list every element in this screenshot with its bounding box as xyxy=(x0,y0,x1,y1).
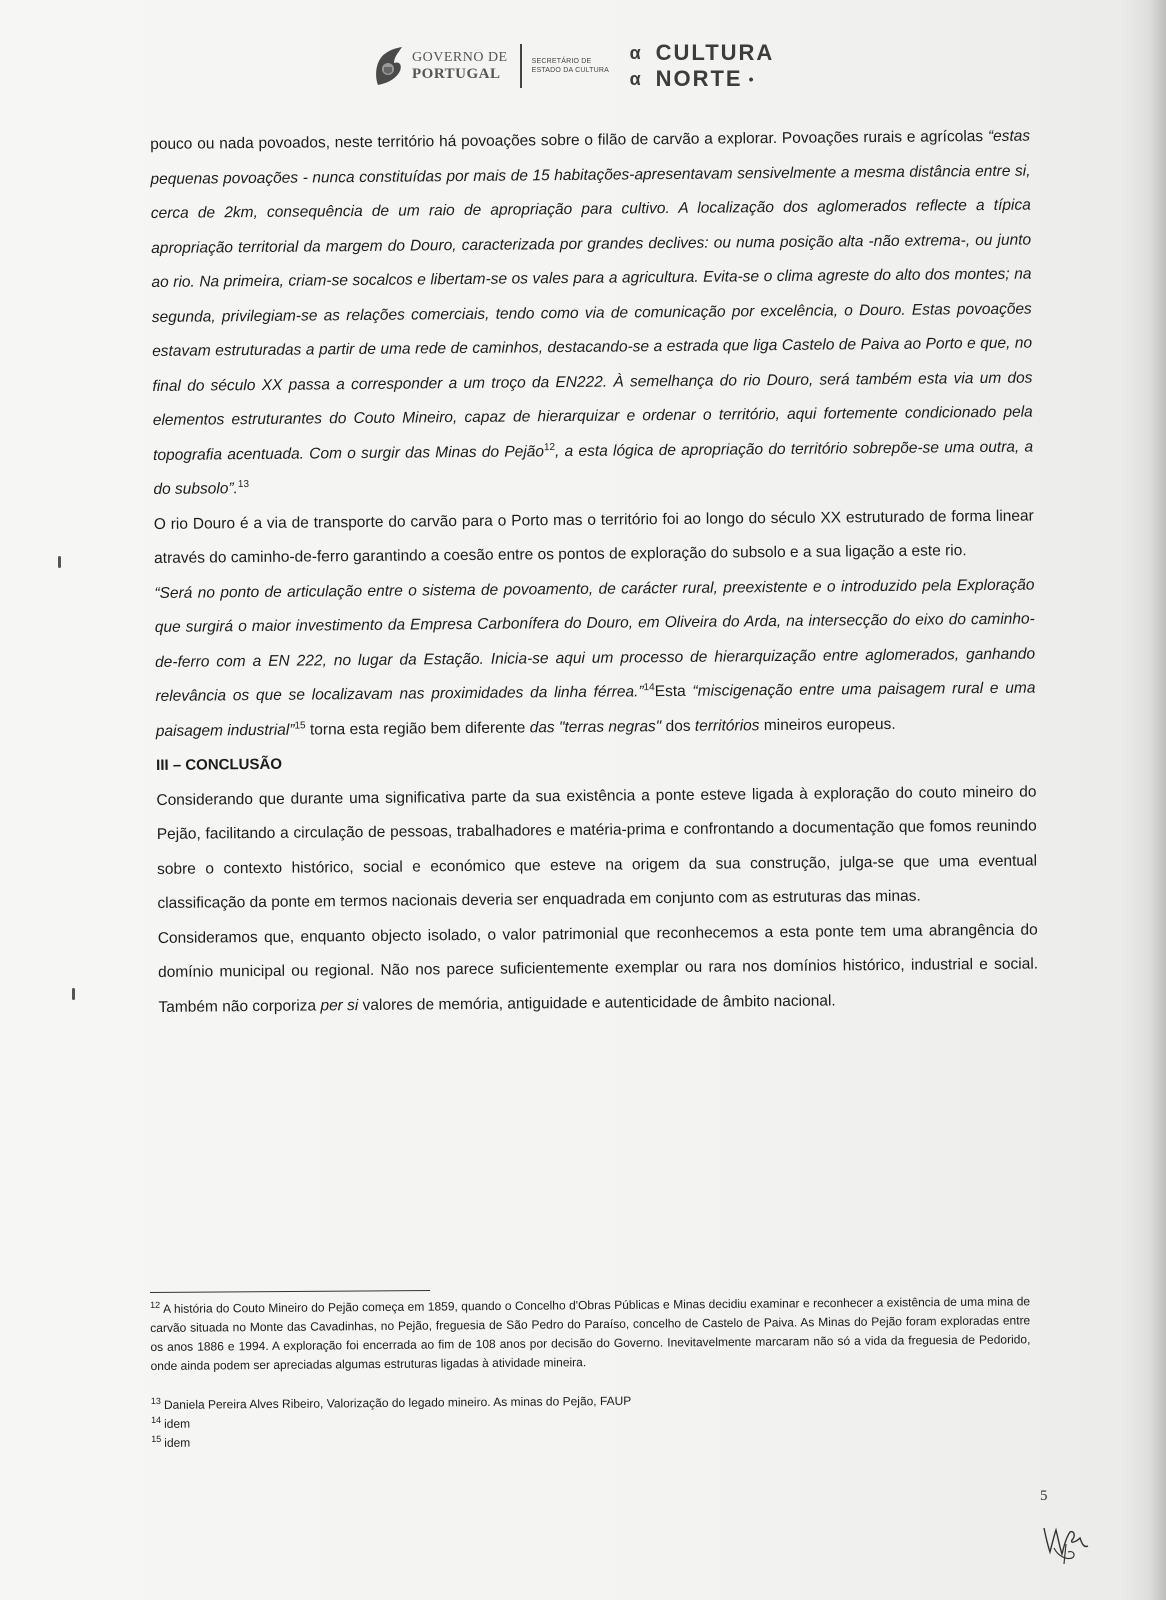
p3-territorios: territórios xyxy=(694,716,760,735)
p5-per-si: per si xyxy=(320,996,359,1014)
scan-edge-shadow xyxy=(1148,0,1166,1600)
footnote-text: idem xyxy=(164,1416,191,1431)
p1-text-a: pouco ou nada povoados, neste território há povoações sobre o filão de carvão a explorar. Povoações rurais e agrícolas xyxy=(150,127,988,153)
footnote-ref-15: 15 xyxy=(294,719,306,731)
footnote-separator xyxy=(150,1290,430,1293)
paragraph-5 xyxy=(158,913,1039,1025)
p5-text-c: valores de memória, antiguidade e autenticidade de âmbito nacional. xyxy=(358,991,836,1014)
footnote-12 xyxy=(150,1292,1031,1376)
p1-quote: “estas pequenas povoações - nunca constituídas por mais de 15 habitações-apresentavam sensivelmente a mesma distância entre si, cerca de 2km, consequência de um raio de apropriação para cultivo. A localização dos aglomerados reflecte a típica apropriação territorial da margem do Douro, caracterizada por grandes declives: ou numa posição alta -não extrema-, ou junto ao rio. Na primeira, criam-se socalcos e libertam-se os vales para a agricultura. Evita-se o clima agreste do alto dos montes; na segunda, privilegiam-se as relações comerciais, tendo como via de comunicação por excelência, o Douro. Estas povoações estavam estruturadas a partir de uma rede de caminhos, destacando-se a estrada que liga Castelo de Paiva ao Porto e que, no final do século XX passa a corresponder a um troço da EN222. À semelhança do rio Douro, será também esta via um dos elementos estruturantes do Couto Mineiro, capaz de hierarquizar e ordenar o território, aqui fortemente condicionado pela topografia acentuada. Com o surgir das Minas do Pejão xyxy=(150,127,1033,464)
margin-punch-mark xyxy=(58,556,61,568)
footnote-text: Daniela Pereira Alves Ribeiro, Valorização do legado mineiro. As minas do Pejão, FAUP xyxy=(163,1393,632,1412)
footnote-ref-12: 12 xyxy=(543,441,556,453)
footnote-number: 14 xyxy=(151,1414,162,1425)
footnote-number: 13 xyxy=(150,1395,161,1406)
portugal-emblem-icon xyxy=(372,45,406,87)
p3-quote-2: “miscigenação entre uma paisagem rural e uma paisagem industrial” xyxy=(155,679,1036,740)
footnote-ref-13: 13 xyxy=(237,478,250,491)
header-divider xyxy=(520,44,522,88)
secretaria-label: SECRETÁRIO DE ESTADO DA CULTURA xyxy=(531,58,610,74)
footnote-number: 12 xyxy=(150,1299,161,1310)
footnotes xyxy=(150,1292,1031,1453)
p5-text-a: Consideramos que, enquanto objecto isolado, o valor patrimonial que reconhecemos a esta ponte tem uma abrangência do domínio municipal ou regional. Não nos parece suficientemente exemplar ou rara nos domínios histórico, industrial e social. Também não corporiza xyxy=(157,921,1039,1016)
margin-punch-mark xyxy=(72,988,75,1000)
section-heading-conclusao: III – CONCLUSÃO xyxy=(156,755,283,774)
paragraph-1 xyxy=(150,120,1034,508)
gov-line-2: PORTUGAL xyxy=(412,66,501,82)
governo-de-portugal-logo xyxy=(372,45,508,87)
logo-dot: • xyxy=(748,71,756,87)
paragraph-2: O rio Douro é a via de transporte do carvão para o Porto mas o território foi ao longo do século XX estruturado de forma linear através do caminho-de-ferro garantindo a coesão entre os pontos de exploração do subsolo e a sua ligação a este rio. xyxy=(153,507,1034,567)
cultura-norte-logo xyxy=(630,40,775,92)
p3-text-f: dos xyxy=(661,717,695,735)
footnote-number: 15 xyxy=(151,1433,162,1444)
p3-text-d: torna esta região bem diferente xyxy=(305,718,530,739)
footnote-text: A história do Couto Mineiro do Pejão começa em 1859, quando o Concelho d'Obras Públicas e Minas decidiu examinar e reconhecer a existência de uma mina de carvão situada no Monte das Cavadinhas, no Pejão, freguesia de São Pedro do Paraíso, concelho de Castelo de Paiva. As Minas do Pejão foram exploradas entre os anos 1886 e 1994. A exploração foi encerrada ao fim de 108 anos por decisão do Governo. Inevitavelmente marcaram não só a vida da freguesia de Pedorido, onde ainda podem ser apreciadas algumas estruturas ligadas à atividade mineira. xyxy=(150,1294,1031,1373)
p3-quote: “Será no ponto de articulação entre o sistema de povoamento, de carácter rural, preexistente e o introduzido pela Exploração que surgirá o maior investimento da Empresa Carbonífera do Douro, em Oliveira do Arda, na intersecção do eixo do caminho-de-ferro com a EN 222, no lugar da Estação. Inicia-se aqui um processo de hierarquização entre aglomerados, ganhando relevância os que se localizavam nas proximidades da linha férrea.” xyxy=(154,576,1036,705)
norte-mark-icon: α xyxy=(629,69,643,89)
p3-text-b: Esta xyxy=(654,682,693,701)
footnote-text: idem xyxy=(164,1435,191,1450)
cultura-word: CULTURA xyxy=(655,40,775,65)
paragraph-4: Considerando que durante uma significativa parte da sua existência a ponte esteve ligada à exploração do couto mineiro do Pejão, facilitando a circulação de pessoas, trabalhadores e matéria-prima e confrontando a documentação que fomos reunindo sobre o contexto histórico, social e económico que esteve na origem da sua construção, julga-se que uma eventual classificação da ponte em termos nacionais deveria ser enquadrada em conjunto com as estruturas das minas. xyxy=(156,783,1038,912)
page-number: 5 xyxy=(1040,1488,1048,1504)
cultura-mark-icon: α xyxy=(629,43,643,63)
p3-terras-negras: das "terras negras" xyxy=(529,717,662,736)
gov-line-1: GOVERNO DE xyxy=(412,50,508,65)
footnote-ref-14: 14 xyxy=(643,682,655,694)
paragraph-3 xyxy=(154,568,1036,749)
main-text xyxy=(150,120,1039,1025)
page-header xyxy=(372,36,812,96)
p1-quote-end: , a esta lógica de apropriação do território sobrepõe-se uma outra, a do subsolo”. xyxy=(153,438,1034,498)
handwritten-initials-signature xyxy=(1036,1508,1106,1568)
p3-text-h: mineiros europeus. xyxy=(759,715,896,734)
norte-word: NORTE xyxy=(655,66,743,91)
